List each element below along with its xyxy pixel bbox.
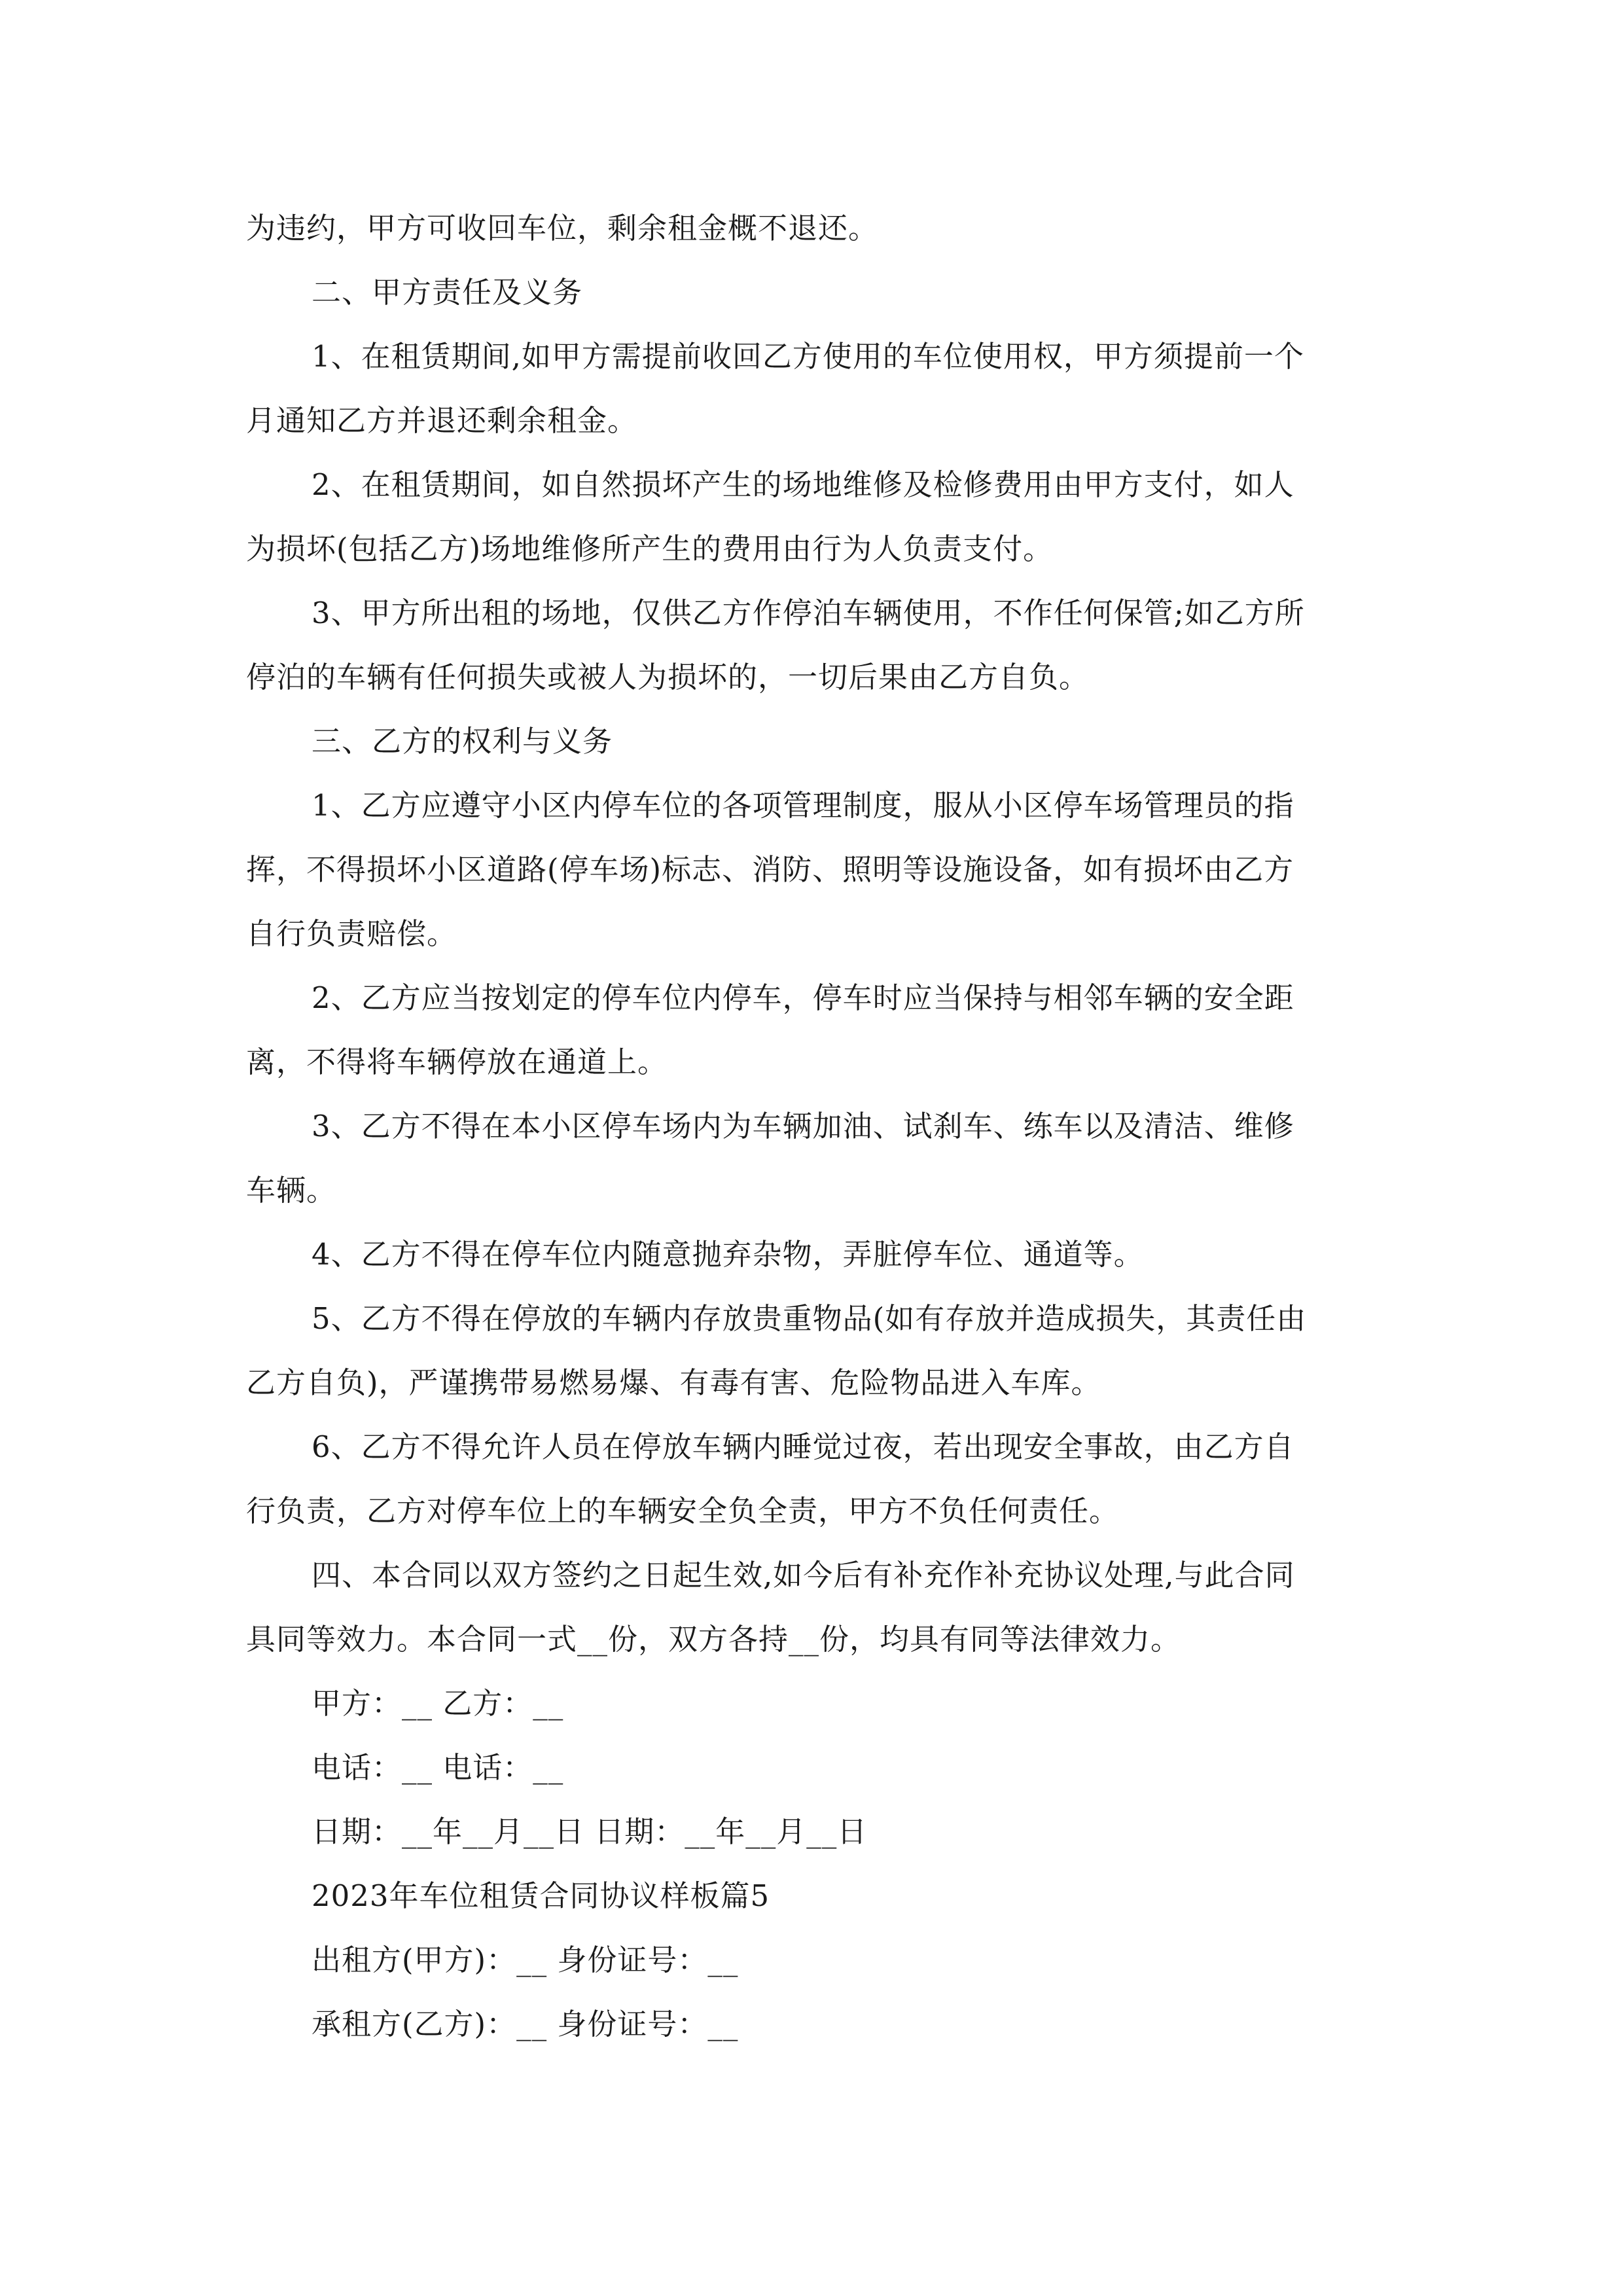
paragraph-line: 挥，不得损坏小区道路(停车场)标志、消防、照明等设施设备，如有损坏由乙方 (246, 852, 1294, 887)
lessor-line: 出租方(甲方)：__ 身份证号：__ (312, 1943, 739, 1977)
paragraph-line: 行负责，乙方对停车位上的车辆安全负全责，甲方不负任何责任。 (246, 1494, 1120, 1528)
paragraph-line: 离，不得将车辆停放在通道上。 (246, 1045, 668, 1079)
section-heading: 三、乙方的权利与义务 (312, 724, 613, 759)
paragraph-line: 2、乙方应当按划定的停车位内停车，停车时应当保持与相邻车辆的安全距 (312, 980, 1294, 1015)
signature-phone-line: 电话：__ 电话：__ (312, 1750, 564, 1785)
paragraph-line: 月通知乙方并退还剩余租金。 (246, 403, 638, 438)
contract-title: 2023年车位租赁合同协议样板篇5 (312, 1878, 770, 1913)
paragraph-line: 自行负责赔偿。 (246, 916, 457, 951)
paragraph-line: 具同等效力。本合同一式__份，双方各持__份，均具有同等法律效力。 (246, 1622, 1181, 1657)
paragraph-line: 乙方自负)，严谨携带易燃易爆、有毒有害、危险物品进入车库。 (246, 1365, 1101, 1400)
paragraph-line: 6、乙方不得允许人员在停放车辆内睡觉过夜，若出现安全事故，由乙方自 (312, 1429, 1294, 1464)
paragraph-line: 3、甲方所出租的场地，仅供乙方作停泊车辆使用，不作任何保管;如乙方所 (312, 596, 1305, 630)
paragraph-line: 为违约，甲方可收回车位，剩余租金概不退还。 (246, 211, 879, 245)
paragraph-line: 四、本合同以双方签约之日起生效,如今后有补充作补充协议处理,与此合同 (312, 1558, 1295, 1592)
paragraph-line: 1、乙方应遵守小区内停车位的各项管理制度，服从小区停车场管理员的指 (312, 788, 1294, 823)
paragraph-line: 为损坏(包括乙方)场地维修所产生的费用由行为人负责支付。 (246, 531, 1054, 566)
paragraph-line: 车辆。 (246, 1173, 337, 1208)
paragraph-line: 停泊的车辆有任何损失或被人为损坏的，一切后果由乙方自负。 (246, 660, 1090, 694)
signature-party-line: 甲方：__ 乙方：__ (312, 1686, 564, 1721)
paragraph-line: 4、乙方不得在停车位内随意抛弃杂物，弄脏停车位、通道等。 (312, 1237, 1144, 1272)
section-heading: 二、甲方责任及义务 (312, 275, 583, 310)
signature-date-line: 日期：__年__月__日 日期：__年__月__日 (312, 1814, 868, 1849)
paragraph-line: 5、乙方不得在停放的车辆内存放贵重物品(如有存放并造成损失，其责任由 (312, 1301, 1307, 1336)
document-page (246, 196, 1378, 2056)
paragraph-line: 3、乙方不得在本小区停车场内为车辆加油、试刹车、练车以及清洁、维修 (312, 1109, 1294, 1143)
paragraph-line: 1、在租赁期间,如甲方需提前收回乙方使用的车位使用权，甲方须提前一个 (312, 339, 1304, 374)
paragraph-line: 2、在租赁期间，如自然损坏产生的场地维修及检修费用由甲方支付，如人 (312, 467, 1294, 502)
lessee-line: 承租方(乙方)：__ 身份证号：__ (312, 2007, 739, 2041)
